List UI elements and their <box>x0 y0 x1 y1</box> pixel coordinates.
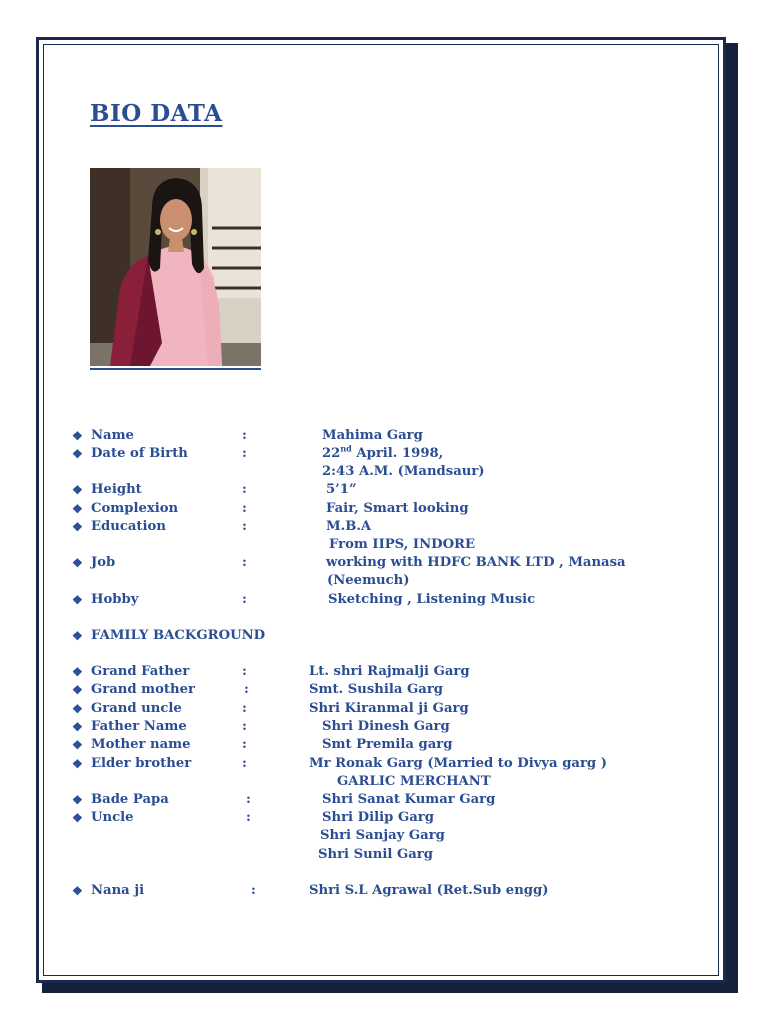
page-title: BIO DATA <box>90 100 223 127</box>
detail-label: Height <box>91 482 142 497</box>
detail-value: Mahima Garg <box>322 428 423 443</box>
bullet-icon: ❖ <box>72 665 83 679</box>
family-value: Smt Premila garg <box>322 737 453 752</box>
detail-row-height <box>0 481 768 499</box>
bullet-icon: ❖ <box>72 884 83 898</box>
family-row-grand-uncle <box>0 700 768 718</box>
family-label: Nana ji <box>91 883 145 898</box>
family-row-elder-brother <box>0 755 768 773</box>
family-value: Shri Dilip Garg <box>322 810 434 825</box>
family-row-uncle-2 <box>0 827 768 845</box>
family-value: Shri Dinesh Garg <box>322 719 450 734</box>
bullet-icon: ❖ <box>72 793 83 807</box>
detail-label: Education <box>91 519 166 534</box>
detail-row-hobby <box>0 591 768 609</box>
family-label: Grand mother <box>91 682 195 697</box>
bullet-icon: ❖ <box>72 811 83 825</box>
colon: : <box>251 883 256 898</box>
dob-rest: April. 1998, <box>351 446 444 461</box>
bullet-icon: ❖ <box>72 447 83 461</box>
detail-value: 5’1” <box>326 482 357 497</box>
detail-label: Complexion <box>91 501 179 516</box>
family-label: Grand uncle <box>91 701 182 716</box>
family-background-heading <box>0 627 768 645</box>
colon: : <box>242 428 247 443</box>
detail-value <box>322 445 443 463</box>
detail-row-job-location <box>0 572 768 590</box>
bullet-icon: ❖ <box>72 593 83 607</box>
colon: : <box>242 446 247 461</box>
family-row-elder-brother-occupation <box>0 773 768 791</box>
family-label: Uncle <box>91 810 134 825</box>
colon: : <box>242 664 247 679</box>
dob-day: 22 <box>322 446 341 461</box>
detail-row-dob <box>0 445 768 463</box>
family-value: Smt. Sushila Garg <box>309 682 444 697</box>
family-value: Shri Sanjay Garg <box>320 828 445 843</box>
detail-value: M.B.A <box>326 519 372 534</box>
detail-value: (Neemuch) <box>327 573 410 588</box>
family-value: GARLIC MERCHANT <box>337 774 491 789</box>
detail-value: Sketching , Listening Music <box>328 592 536 607</box>
bullet-icon: ❖ <box>72 629 83 643</box>
detail-value: 2:43 A.M. (Mandsaur) <box>322 464 485 479</box>
detail-label: Hobby <box>91 592 139 607</box>
detail-row-complexion <box>0 500 768 518</box>
colon: : <box>244 682 249 697</box>
detail-label: Job <box>91 555 116 570</box>
detail-row-education-institute <box>0 536 768 554</box>
family-label: Grand Father <box>91 664 190 679</box>
family-value: Shri Sanat Kumar Garg <box>322 792 496 807</box>
family-label: Elder brother <box>91 756 192 771</box>
colon: : <box>242 701 247 716</box>
detail-label: Date of Birth <box>91 446 188 461</box>
detail-value: working with HDFC BANK LTD , Manasa <box>326 555 626 570</box>
family-row-grand-father <box>0 663 768 681</box>
colon: : <box>242 519 247 534</box>
bullet-icon: ❖ <box>72 556 83 570</box>
family-row-bade-papa <box>0 791 768 809</box>
family-value: Shri Sunil Garg <box>318 847 433 862</box>
bullet-icon: ❖ <box>72 702 83 716</box>
colon: : <box>242 555 247 570</box>
family-label: Mother name <box>91 737 191 752</box>
colon: : <box>242 737 247 752</box>
family-row-uncle-3 <box>0 846 768 864</box>
family-value: Shri S.L Agrawal (Ret.Sub engg) <box>309 883 549 898</box>
bullet-icon: ❖ <box>72 483 83 497</box>
family-row-uncle <box>0 809 768 827</box>
colon: : <box>242 719 247 734</box>
detail-value: From IIPS, INDORE <box>329 537 476 552</box>
family-row-mother <box>0 736 768 754</box>
family-value: Lt. shri Rajmalji Garg <box>309 664 470 679</box>
bullet-icon: ❖ <box>72 520 83 534</box>
colon: : <box>242 756 247 771</box>
colon: : <box>246 792 251 807</box>
bullet-icon: ❖ <box>72 429 83 443</box>
bullet-icon: ❖ <box>72 683 83 697</box>
colon: : <box>246 810 251 825</box>
detail-value: Fair, Smart looking <box>326 501 469 516</box>
bullet-icon: ❖ <box>72 720 83 734</box>
bullet-icon: ❖ <box>72 757 83 771</box>
dob-day-suffix: nd <box>340 443 352 454</box>
detail-row-job <box>0 554 768 572</box>
bullet-icon: ❖ <box>72 738 83 752</box>
colon: : <box>242 501 247 516</box>
family-value: Shri Kiranmal ji Garg <box>309 701 469 716</box>
family-label: Bade Papa <box>91 792 169 807</box>
detail-label: Name <box>91 428 134 443</box>
section-heading: FAMILY BACKGROUND <box>91 628 266 643</box>
detail-row-dob-time <box>0 463 768 481</box>
family-label: Father Name <box>91 719 187 734</box>
detail-row-education <box>0 518 768 536</box>
family-row-father <box>0 718 768 736</box>
family-row-nana-ji <box>0 882 768 900</box>
detail-row-name <box>0 427 768 445</box>
family-row-grand-mother <box>0 681 768 699</box>
colon: : <box>242 592 247 607</box>
bullet-icon: ❖ <box>72 502 83 516</box>
colon: : <box>242 482 247 497</box>
family-value: Mr Ronak Garg (Married to Divya garg ) <box>309 756 607 771</box>
